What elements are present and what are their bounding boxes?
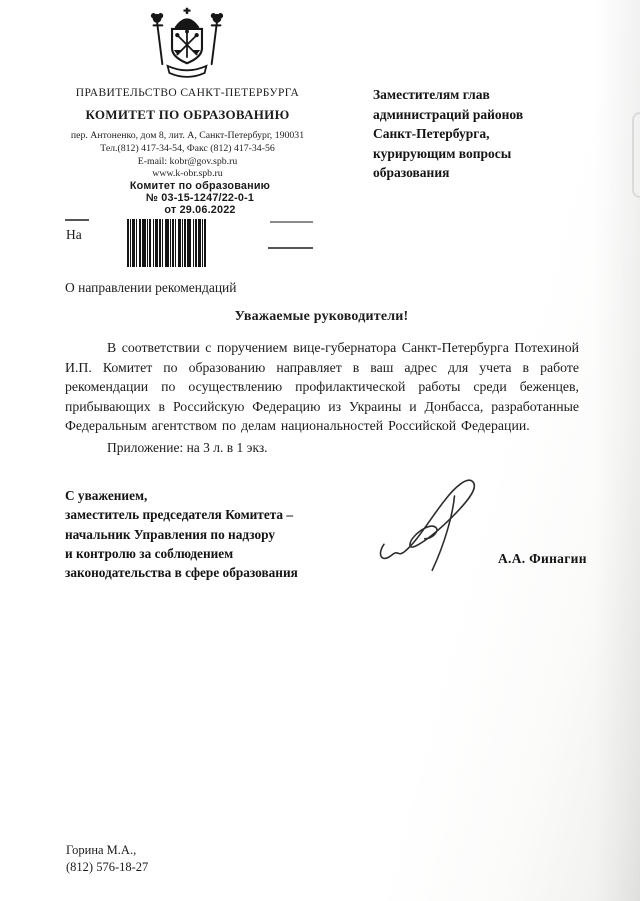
addressee-line: администраций районов — [373, 106, 524, 122]
executor-name: Горина М.А., — [66, 843, 137, 857]
registration-stamp — [75, 181, 325, 216]
reference-blank-line — [65, 219, 89, 221]
addressee-block — [373, 85, 598, 183]
address-line: пер. Антоненко, дом 8, лит. А, Санкт-Петербург, 190031 — [70, 130, 305, 141]
reference-blank-line — [268, 247, 313, 249]
closing-line: законодательства в сфере образования — [65, 565, 298, 581]
barcode — [127, 219, 212, 267]
subject-line: О направлении рекомендаций — [65, 280, 237, 295]
attachment-note: Приложение: на 3 л. в 1 экз. — [107, 440, 268, 455]
address-email: E-mail: kobr@gov.spb.ru — [137, 155, 238, 167]
addressee-line: образования — [373, 165, 450, 180]
addressee-line: Санкт-Петербурга, — [373, 126, 490, 141]
committee-title: КОМИТЕТ ПО ОБРАЗОВАНИЮ — [85, 107, 290, 122]
stamp-number: № 03-15-1247/22-0-1 — [145, 191, 255, 204]
address-website: www.k-obr.spb.ru — [152, 168, 223, 180]
addressee-line: Заместителям глав — [373, 87, 490, 102]
government-title: ПРАВИТЕЛЬСТВО САНКТ-ПЕТЕРБУРГА — [75, 87, 300, 99]
committee-address-block — [40, 130, 335, 181]
st-petersburg-coat-of-arms-icon — [142, 6, 232, 80]
salutation: Уважаемые руководители! — [234, 309, 409, 324]
closing-block — [65, 486, 375, 582]
closing-line: С уважением, — [65, 488, 148, 503]
address-line: Тел.(812) 417-34-54, Факс (812) 417-34-56 — [100, 142, 275, 154]
closing-line: и контролю за соблюдением — [65, 545, 234, 561]
signer-name: А.А. Финагин — [498, 551, 587, 566]
executor-phone: (812) 576-18-27 — [66, 859, 149, 874]
reference-blank-line — [270, 221, 313, 223]
addressee-line: курирующим вопросы — [373, 145, 512, 161]
scan-artifact — [632, 112, 640, 198]
closing-line: заместитель председателя Комитета – — [65, 507, 294, 523]
stamp-org: Комитет по образованию — [129, 180, 271, 192]
executor-contact — [66, 842, 148, 875]
reference-label: На — [66, 227, 82, 242]
stamp-date: от 29.06.2022 — [164, 203, 236, 216]
body-paragraph: В соответствии с поручением вице-губернатора Санкт-Петербурга Потехиной И.П. Комитет по образованию направляет в ваш адрес для учета в работе рекомендации по осуществлению профилактической работы среди беженцев, прибывающих в Российскую Федерацию из Украины и Донбасса, разработанные Федеральным агентством по делам национальностей Российской Федерации. — [65, 340, 579, 434]
handwritten-signature-icon — [374, 470, 496, 574]
closing-line: начальник Управления по надзору — [65, 526, 276, 542]
